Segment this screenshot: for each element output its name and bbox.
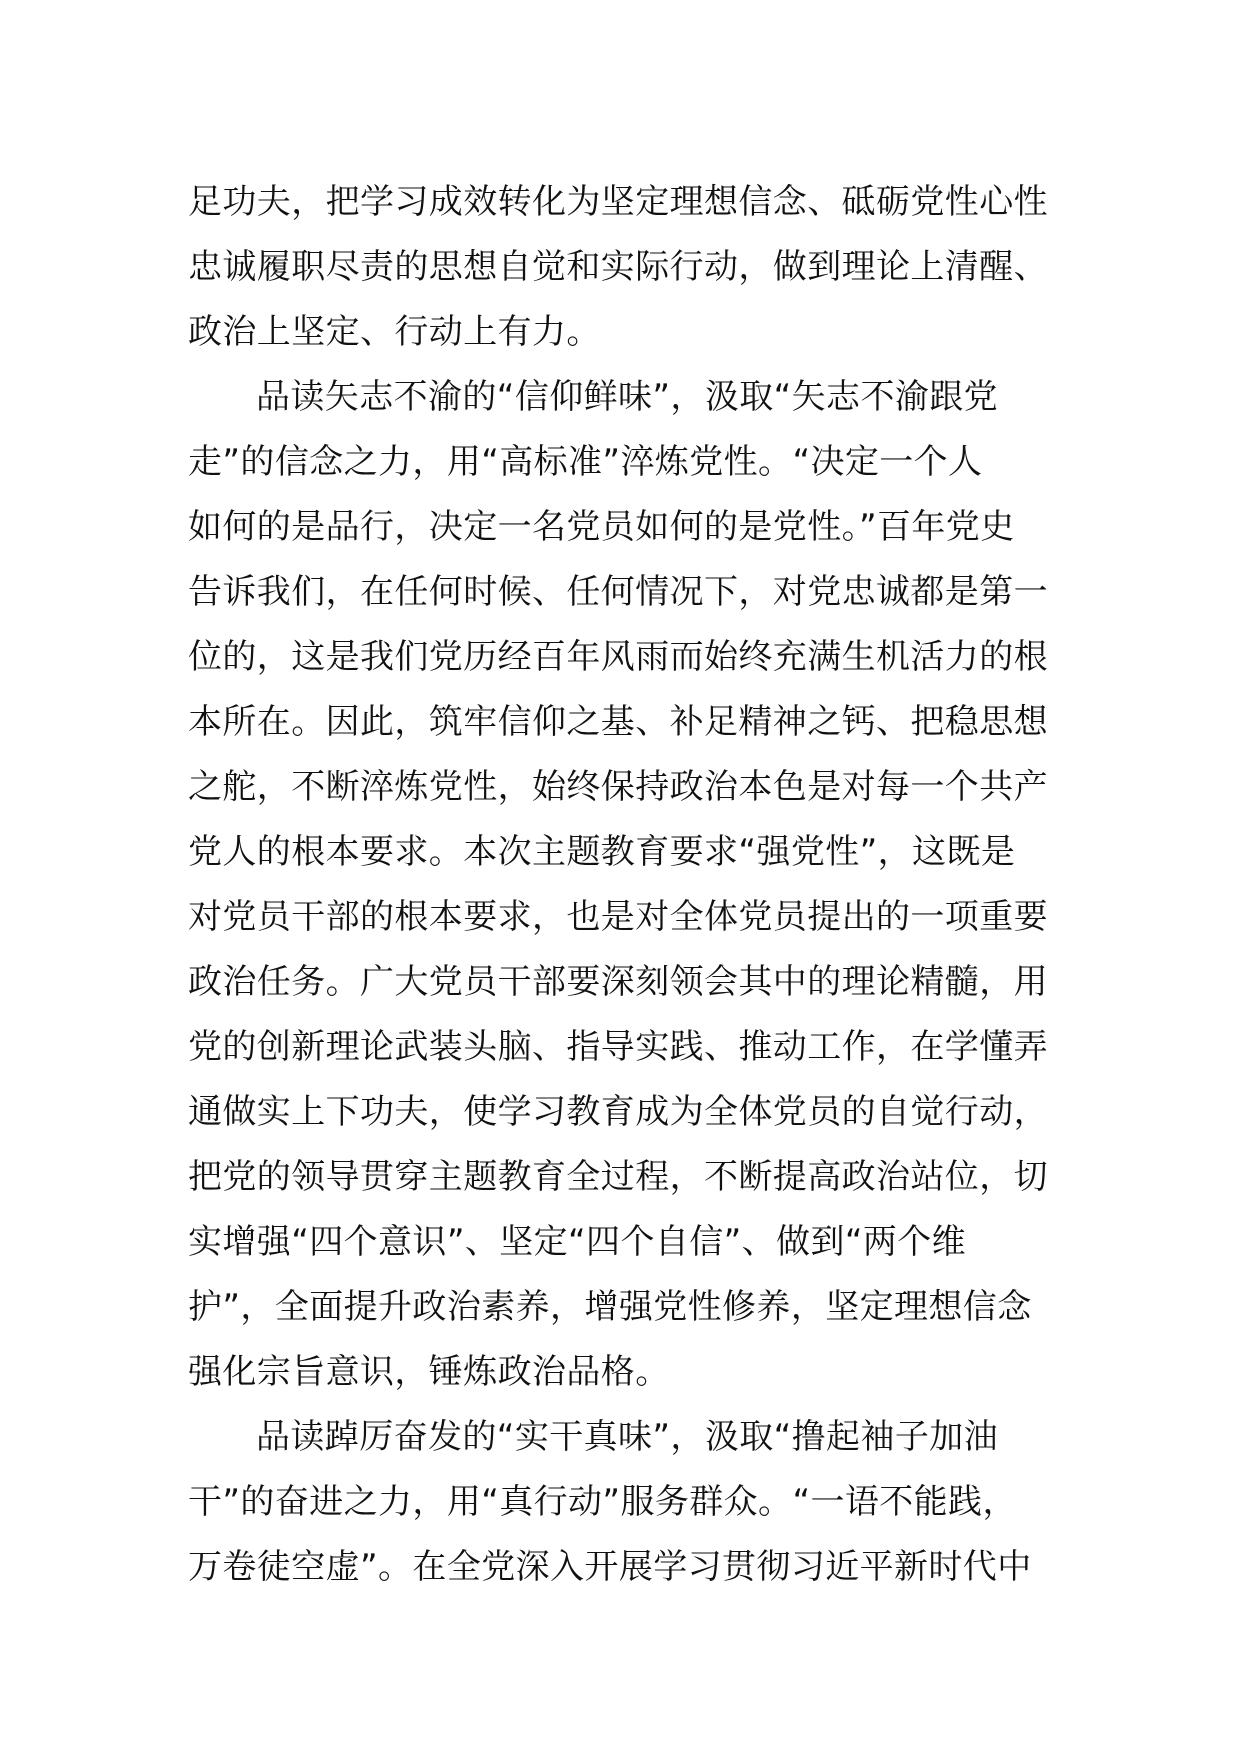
text-line: 实增强“四个意识”、坚定“四个自信”、做到“两个维 (188, 1222, 967, 1262)
text-line: 足功夫，把学习成效转化为坚定理想信念、砥砺党性心性 (188, 182, 1048, 222)
text-line: 通做实上下功夫，使学习教育成为全体党员的自觉行动， (188, 1092, 1048, 1132)
text-line: 对党员干部的根本要求，也是对全体党员提出的一项重要 (188, 897, 1048, 937)
text-line: 护”，全面提升政治素养，增强党性修养，坚定理想信念 (188, 1287, 1032, 1327)
text-line: 忠诚履职尽责的思想自觉和实际行动，做到理论上清醒、 (188, 247, 1048, 287)
text-line: 政治上坚定、行动上有力。 (188, 312, 601, 352)
text-line: 把党的领导贯穿主题教育全过程，不断提高政治站位，切 (188, 1157, 1048, 1197)
text-line: 党人的根本要求。本次主题教育要求“强党性”，这既是 (188, 832, 1016, 872)
text-line: 万卷徒空虚”。在全党深入开展学习贯彻习近平新时代中 (188, 1547, 1032, 1587)
text-line: 党的创新理论武装头脑、指导实践、推动工作，在学懂弄 (188, 1027, 1048, 1067)
text-line: 告诉我们，在任何时候、任何情况下，对党忠诚都是第一 (188, 572, 1048, 612)
text-line: 品读矢志不渝的“信仰鲜味”，汲取“矢志不渝跟党 (256, 377, 999, 417)
text-line: 位的，这是我们党历经百年风雨而始终充满生机活力的根 (188, 637, 1048, 677)
text-line: 本所在。因此，筑牢信仰之基、补足精神之钙、把稳思想 (188, 702, 1048, 742)
text-line: 品读踔厉奋发的“实干真味”，汲取“撸起袖子加油 (256, 1417, 999, 1457)
text-line: 走”的信念之力，用“高标准”淬炼党性。“决定一个人 (188, 442, 983, 482)
text-line: 如何的是品行，决定一名党员如何的是党性。”百年党史 (188, 507, 1015, 547)
document-body (188, 170, 1068, 1600)
text-line: 干”的奋进之力，用“真行动”服务群众。“一语不能践， (188, 1482, 1017, 1522)
text-line: 之舵，不断淬炼党性，始终保持政治本色是对每一个共产 (188, 767, 1048, 807)
text-line: 政治任务。广大党员干部要深刻领会其中的理论精髓，用 (188, 962, 1048, 1002)
text-line: 强化宗旨意识，锤炼政治品格。 (188, 1352, 670, 1392)
